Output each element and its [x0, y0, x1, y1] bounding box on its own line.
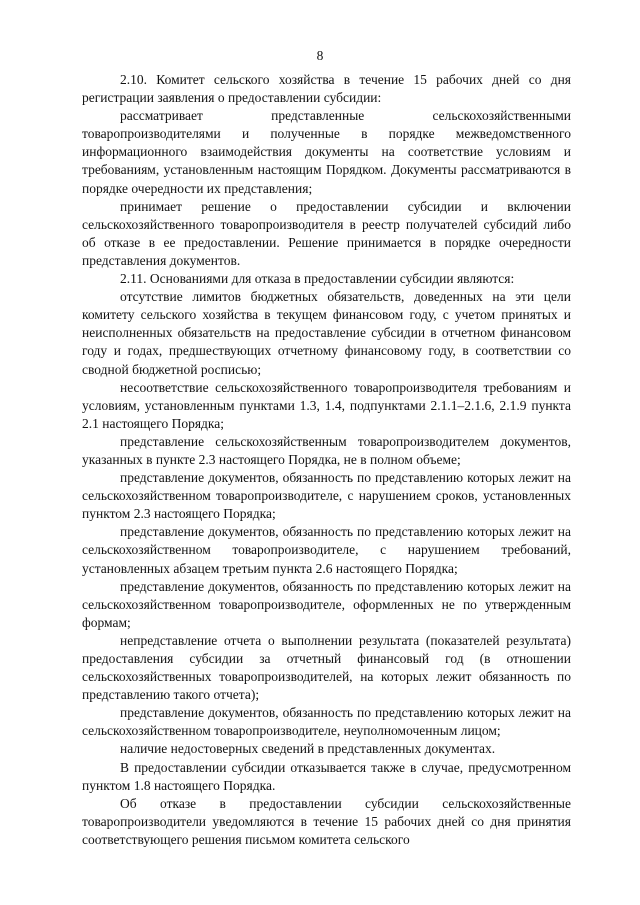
- paragraph-incomplete-documents: представление сельскохозяйственным товаропроизводителем документов, указанных в пункте 2.3 настоящего Порядка, не в полном объеме;: [82, 433, 571, 467]
- paragraph-2-10: 2.10. Комитет сельского хозяйства в течение 15 рабочих дней со дня регистрации заявления о предоставлении субсидии:: [82, 72, 571, 106]
- document-body: [82, 71, 571, 849]
- paragraph-wrong-forms: представление документов, обязанность по представлению которых лежит на сельскохозяйственном товаропроизводителе, оформленных не по утвержденным формам;: [82, 578, 571, 630]
- paragraph-unauthorized-person: представление документов, обязанность по представлению которых лежит на сельскохозяйственном товаропроизводителе, неуполномоченным лицом;: [82, 705, 571, 739]
- paragraph-nonconformity: несоответствие сельскохозяйственного товаропроизводителя требованиям и условиям, установленным пунктами 1.3, 1.4, подпунктами 2.1.1–2.1.6, 2.1.9 пункта 2.1 настоящего Порядка;: [82, 379, 571, 431]
- paragraph-false-information: наличие недостоверных сведений в представленных документах.: [120, 741, 496, 757]
- paragraph-late-documents: представление документов, обязанность по представлению которых лежит на сельскохозяйственном товаропроизводителе, с нарушением сроков, установленных пунктом 2.3 настоящего Порядка;: [82, 470, 571, 522]
- paragraph-2-11: 2.11. Основаниями для отказа в предоставлении субсидии являются:: [120, 271, 515, 287]
- paragraph-decision: принимает решение о предоставлении субсидии и включении сельскохозяйственного товаропроизводителя в реестр получателей субсидий либо об отказе в ее предоставлении. Решение принимается в порядке очередности представления документов.: [82, 198, 571, 268]
- paragraph-clause-1-8: В предоставлении субсидии отказывается также в случае, предусмотренном пунктом 1.8 настоящего Порядка.: [82, 759, 571, 793]
- paragraph-review-documents: рассматривает представленные сельскохозяйственными товаропроизводителями и полученные в порядке межведомственного информационного взаимодействия документы на соответствие условиям и требованиям, установленным настоящим Порядком. Документы рассматриваются в порядке очередности их представления;: [82, 108, 571, 196]
- paragraph-refusal-notice: Об отказе в предоставлении субсидии сельскохозяйственные товаропроизводители уведомляются в течение 15 рабочих дней со дня принятия соответствующего решения письмом комитета сельского: [82, 795, 571, 847]
- paragraph-requirements-violation: представление документов, обязанность по представлению которых лежит на сельскохозяйственном товаропроизводителе, с нарушением требований, установленных абзацем третьим пункта 2.6 настоящего Порядка;: [82, 524, 571, 576]
- page-number: 8: [316, 48, 324, 63]
- paragraph-no-budget-limits: отсутствие лимитов бюджетных обязательств, доведенных на эти цели комитету сельского хозяйства в текущем финансовом году, с учетом принятых и неисполненных обязательств на предоставление субсидии в отчетном финансовом году и годах, предшествующих отчетному финансовому году, в соответствии со сводной бюджетной росписью;: [82, 289, 571, 377]
- paragraph-no-report: непредставление отчета о выполнении результата (показателей результата) предоставления субсидии за отчетный финансовый год (в отношении сельскохозяйственных товаропроизводителей, на которых лежит обязанность по представлению такого отчета);: [82, 632, 571, 703]
